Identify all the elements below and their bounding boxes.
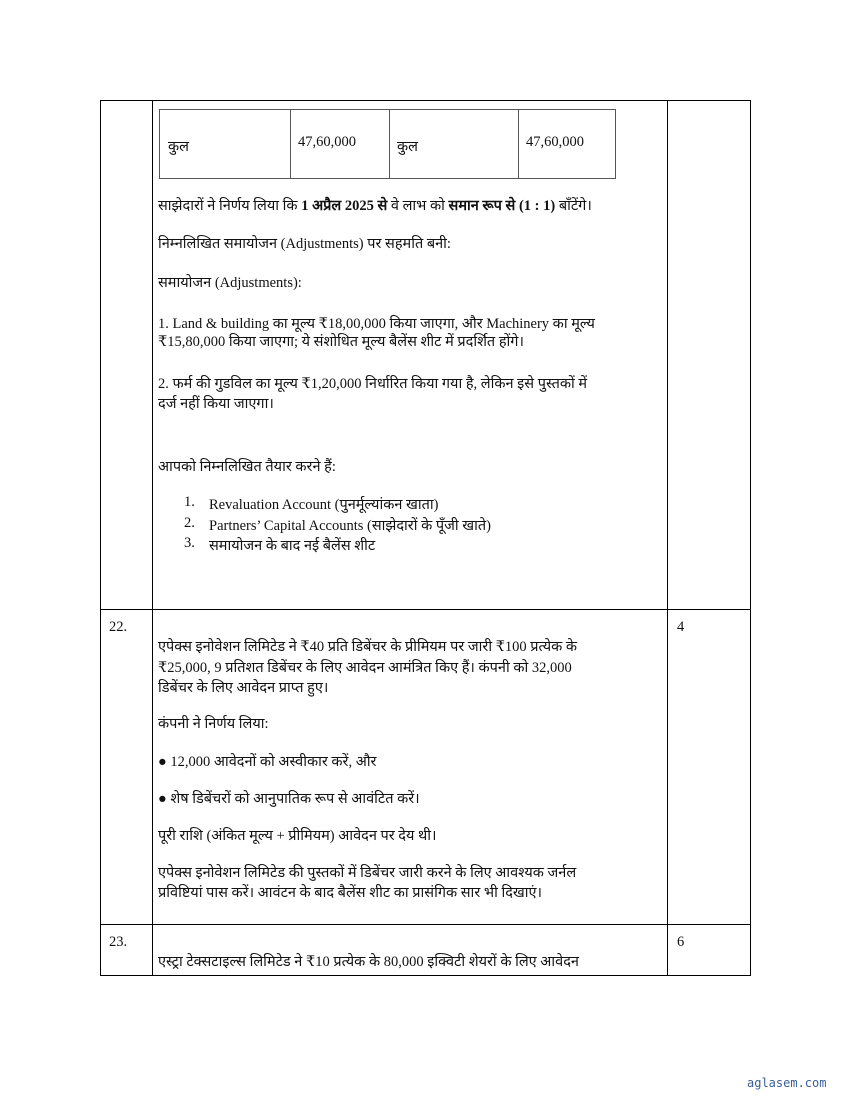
decision-pre: साझेदारों ने निर्णय लिया कि xyxy=(158,198,302,214)
marks-22: 4 xyxy=(677,619,685,635)
adjustment-1-line-2: ₹15,80,000 किया जाएगा; ये संशोधित मूल्य बैलेंस शीट में प्रदर्शित होंगे। xyxy=(158,334,524,350)
question-number-23: 23. xyxy=(109,934,128,950)
total-label-right: कुल xyxy=(397,139,418,155)
q22-bullet-1: ● 12,000 आवेदनों को अस्वीकार करें, और xyxy=(158,754,377,770)
list-item: 2. Partners’ Capital Accounts (साझेदारों के पूँजी खाते) xyxy=(184,515,491,534)
prepare-instruction: आपको निम्नलिखित तैयार करने हैं: xyxy=(158,459,336,475)
decision-text xyxy=(158,195,592,215)
marks-23: 6 xyxy=(677,934,685,950)
list-item: 3. समायोजन के बाद नई बैलेंस शीट xyxy=(184,535,376,554)
total-label-left: कुल xyxy=(168,139,189,155)
column-divider-number xyxy=(152,101,153,975)
adjustment-2-line-1: 2. फर्म की गुडविल का मूल्य ₹1,20,000 निर्धारित किया गया है, लेकिन इसे पुस्तकों में xyxy=(158,376,588,392)
row-divider-23 xyxy=(101,924,750,925)
summary-table-divider xyxy=(290,110,291,178)
q23-line-1: एस्ट्रा टेक्सटाइल्स लिमिटेड ने ₹10 प्रत्येक के 80,000 इक्विटी शेयरों के लिए आवेदन xyxy=(158,954,579,970)
adjustment-1-line-1: 1. Land & building का मूल्य ₹18,00,000 किया जाएगा, और Machinery का मूल्य xyxy=(158,316,595,332)
site-watermark-link[interactable]: aglasem.com xyxy=(747,1076,827,1090)
total-amount-left: 47,60,000 xyxy=(298,134,356,150)
decision-ratio: समान रूप से (1 : 1) xyxy=(448,198,556,214)
q22-para-2-line-2: प्रविष्टियां पास करें। आवंटन के बाद बैलेंस शीट का प्रासंगिक सार भी दिखाएं। xyxy=(158,885,543,901)
adjustments-heading: समायोजन (Adjustments): xyxy=(158,275,302,291)
decision-post: बाँटेंगे। xyxy=(555,198,592,214)
list-item: 1. Revaluation Account (पुनर्मूल्यांकन खाता) xyxy=(184,494,439,513)
q22-full-amount: पूरी राशि (अंकित मूल्य + प्रीमियम) आवेदन पर देय थी। xyxy=(158,828,437,844)
adjustments-agreed: निम्नलिखित समायोजन (Adjustments) पर सहमति बनी: xyxy=(158,236,451,252)
summary-table-divider xyxy=(389,110,390,178)
q22-para-1-line-2: ₹25,000, 9 प्रतिशत डिबेंचर के लिए आवेदन आमंत्रित किए हैं। कंपनी को 32,000 xyxy=(158,660,572,676)
summary-table xyxy=(159,109,616,179)
row-divider-22 xyxy=(101,609,750,610)
summary-table-divider xyxy=(518,110,519,178)
adjustment-2-line-2: दर्ज नहीं किया जाएगा। xyxy=(158,396,274,412)
q22-decided: कंपनी ने निर्णय लिया: xyxy=(158,716,269,732)
decision-mid: वे लाभ को xyxy=(387,198,449,214)
total-amount-right: 47,60,000 xyxy=(526,134,584,150)
q22-para-1-line-3: डिबेंचर के लिए आवेदन प्राप्त हुए। xyxy=(158,680,329,696)
q22-para-2-line-1: एपेक्स इनोवेशन लिमिटेड की पुस्तकों में डिबेंचर जारी करने के लिए आवश्यक जर्नल xyxy=(158,865,577,881)
column-divider-marks xyxy=(667,101,668,975)
q22-bullet-2: ● शेष डिबेंचरों को आनुपातिक रूप से आवंटित करें। xyxy=(158,791,420,807)
decision-date: 1 अप्रैल 2025 से xyxy=(301,198,388,214)
question-table xyxy=(100,100,751,976)
q22-para-1-line-1: एपेक्स इनोवेशन लिमिटेड ने ₹40 प्रति डिबेंचर के प्रीमियम पर जारी ₹100 प्रत्येक के xyxy=(158,639,578,655)
question-number-22: 22. xyxy=(109,619,128,635)
